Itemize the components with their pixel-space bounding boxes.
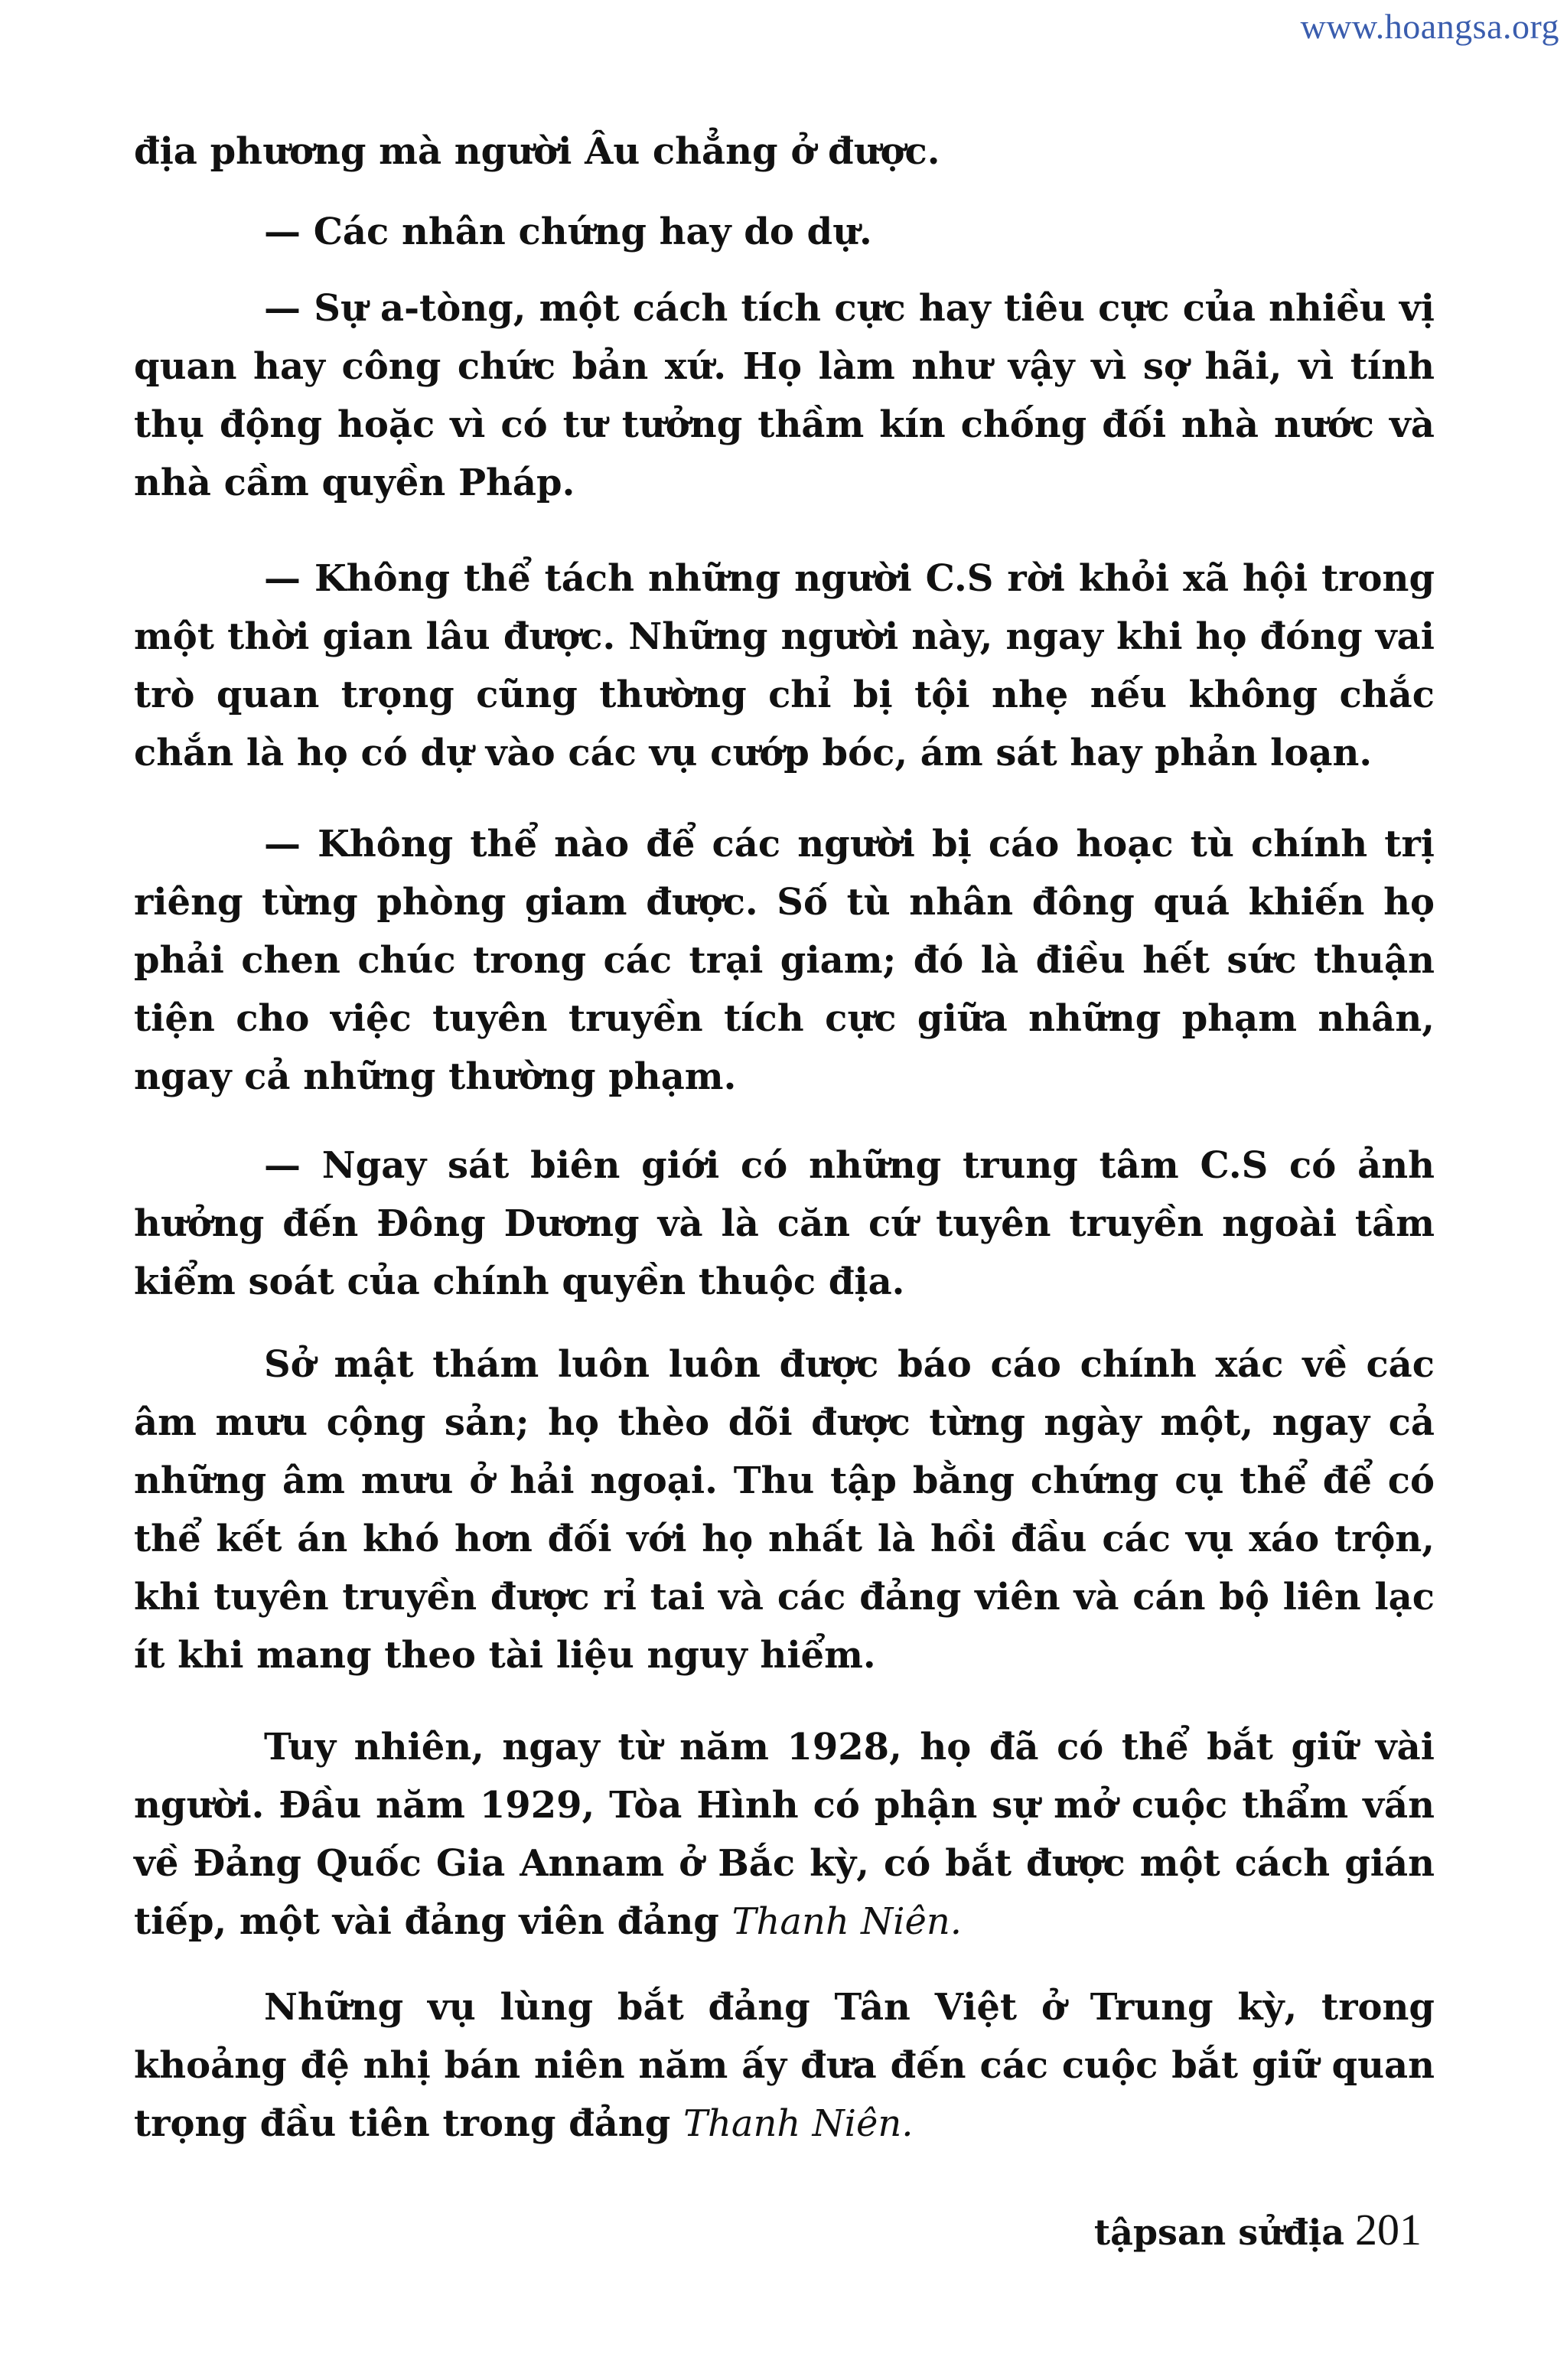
paragraph-complicity: — Sự a-tòng, một cách tích cực hay tiêu cực của nhiều vị quan hay công chức bản xứ. Họ làm như vậy vì sợ hãi, vì tính thụ động hoặc vì có tư tưởng thầm kín chống đối nhà nước và nhà cầm quyền Pháp. bbox=[134, 287, 1435, 504]
watermark-url[interactable]: www.hoangsa.org bbox=[1300, 7, 1559, 46]
paragraph-witnesses: — Các nhân chứng hay do dự. bbox=[264, 210, 872, 253]
party-name-italic: Thanh Niên. bbox=[683, 2102, 914, 2145]
paragraph-text: Những vụ lùng bắt đảng Tân Việt ở Trung kỳ, trong khoảng đệ nhị bán niên năm ấy đưa đến các cuộc bắt giữ quan trọng đầu tiên trong đảng bbox=[134, 1986, 1435, 2145]
paragraph-prison-cells: — Không thể nào để các người bị cáo hoạc tù chính trị riêng từng phòng giam được. Số tù nhân đông quá khiến họ phải chen chúc trong các trại giam; đó là điều hết sức thuận tiện cho việc tuyên truyền tích cực giữa những phạm nhân, ngay cả những thường phạm. bbox=[134, 823, 1435, 1098]
journal-name: tậpsan sửđịa bbox=[1093, 2212, 1344, 2253]
paragraph-secret-police: Sở mật thám luôn luôn được báo cáo chính xác về các âm mưu cộng sản; họ thèo dõi được từng ngày một, ngay cả những âm mưu ở hải ngoại. Thu tập bằng chứng cụ thể để có thể kết án khó hơn đối với họ nhất là hồi đầu các vụ xáo trộn, khi tuyên truyền được rỉ tai và các đảng viên và cán bộ liên lạc ít khi mang theo tài liệu nguy hiểm. bbox=[134, 1343, 1435, 1677]
party-name-italic: Thanh Niên. bbox=[731, 1900, 963, 1943]
paragraph-border-centers: — Ngay sát biên giới có những trung tâm C.S có ảnh hưởng đến Đông Dương và là căn cứ tuyên truyền ngoài tầm kiểm soát của chính quyền thuộc địa. bbox=[134, 1144, 1435, 1303]
page-number: 201 bbox=[1355, 2205, 1422, 2254]
paragraph-isolation: — Không thể tách những người C.S rời khỏi xã hội trong một thời gian lâu được. Những người này, ngay khi họ đóng vai trò quan trọng cũng thường chỉ bị tội nhẹ nếu không chắc chắn là họ có dự vào các vụ cướp bóc, ám sát hay phản loạn. bbox=[134, 557, 1435, 774]
paragraph-continuation: địa phương mà người Âu chẳng ở được. bbox=[134, 130, 940, 173]
paragraph-tan-viet bbox=[134, 1978, 1435, 2153]
paragraph-arrests-1928 bbox=[134, 1718, 1435, 1951]
page-footer bbox=[1094, 2204, 1422, 2255]
paragraph-text: Tuy nhiên, ngay từ năm 1928, họ đã có thể bắt giữ vài người. Đầu năm 1929, Tòa Hình có phận sự mở cuộc thẩm vấn về Đảng Quốc Gia Annam ở Bắc kỳ, có bắt được một cách gián tiếp, một vài đảng viên đảng bbox=[134, 1726, 1435, 1943]
